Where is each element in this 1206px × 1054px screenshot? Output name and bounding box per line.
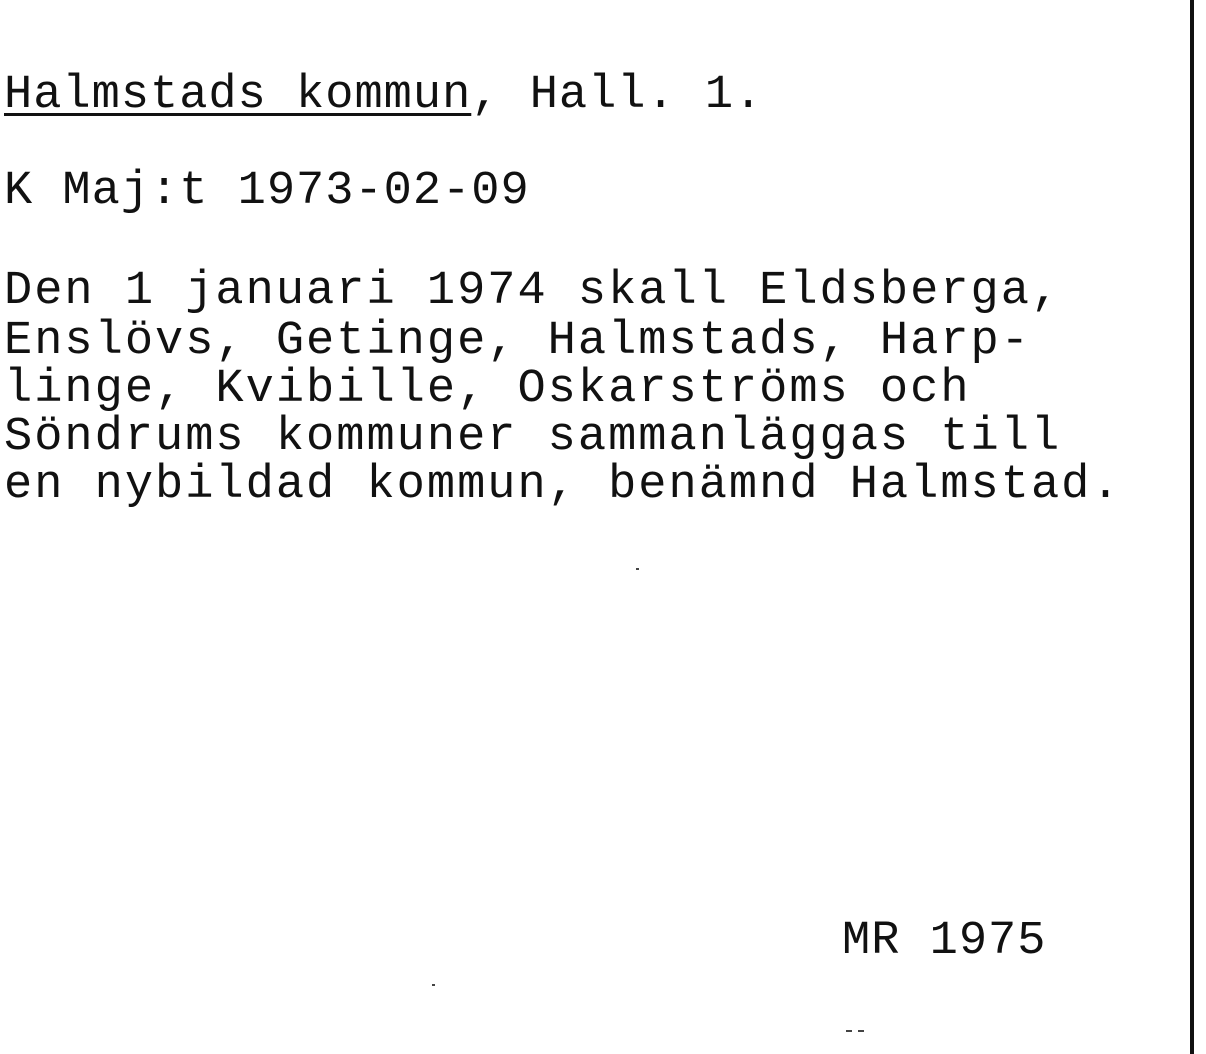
card-edge-rule xyxy=(1190,0,1194,1054)
decision-date: K Maj:t 1973-02-09 xyxy=(4,165,530,218)
signature-initials-year: MR 1975 xyxy=(842,915,1047,968)
body-line: Enslövs, Getinge, Halmstads, Harp- xyxy=(4,315,1031,368)
scan-speck xyxy=(846,1030,852,1032)
body-line: linge, Kvibille, Oskarströms och xyxy=(4,363,971,416)
body-line: en nybildad kommun, benämnd Halmstad. xyxy=(4,459,1122,512)
body-line: Söndrums kommuner sammanläggas till xyxy=(4,411,1062,464)
scan-speck xyxy=(858,1030,864,1032)
heading-reference: , Hall. 1. xyxy=(471,69,764,122)
scan-speck xyxy=(636,568,639,570)
card-heading xyxy=(4,69,764,122)
municipality-name: Halmstads kommun xyxy=(4,69,472,122)
scan-speck xyxy=(432,984,435,986)
body-line: Den 1 januari 1974 skall Eldsberga, xyxy=(4,265,1062,318)
